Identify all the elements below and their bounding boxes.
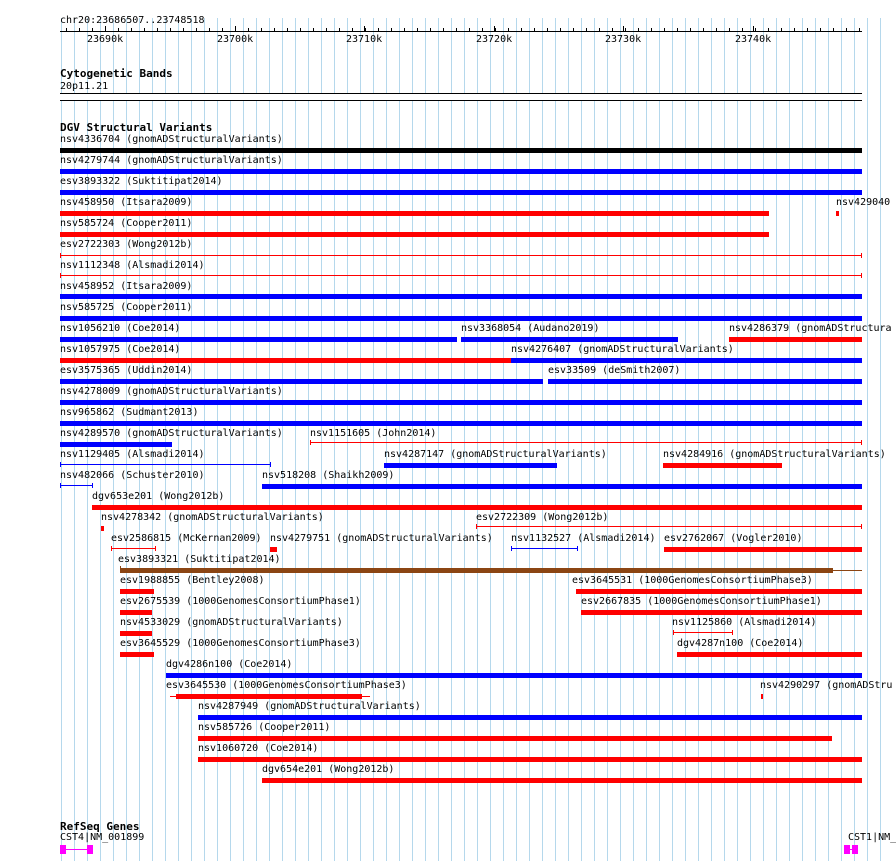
dgv-feature-bar[interactable] xyxy=(673,632,733,633)
grid-line xyxy=(698,18,699,861)
dgv-feature-label[interactable]: nsv458950 (Itsara2009) xyxy=(60,197,193,208)
ruler-minor-tick xyxy=(196,28,197,31)
ruler-minor-tick xyxy=(430,28,431,31)
cytoband-track-title[interactable]: Cytogenetic Bands xyxy=(60,67,173,80)
grid-line xyxy=(542,18,543,861)
dgv-feature-bar[interactable] xyxy=(60,358,511,363)
grid-line xyxy=(373,18,374,861)
dgv-feature-label[interactable]: nsv1129405 (Alsmadi2014) xyxy=(60,449,205,460)
dgv-feature-bar[interactable] xyxy=(60,255,862,256)
dgv-feature-label[interactable]: nsv585725 (Cooper2011) xyxy=(60,302,193,313)
ruler-minor-tick xyxy=(820,28,821,31)
ruler-minor-tick xyxy=(92,28,93,31)
dgv-feature-label[interactable]: esv1988855 (Bentley2008) xyxy=(120,575,265,586)
ruler-minor-tick xyxy=(482,28,483,31)
dgv-feature-bar[interactable] xyxy=(60,316,862,321)
dgv-feature-label[interactable]: esv3893322 (Suktitipat2014) xyxy=(60,176,223,187)
ruler-minor-tick xyxy=(339,28,340,31)
grid-line xyxy=(620,18,621,861)
dgv-feature-bar[interactable] xyxy=(92,505,862,510)
dgv-feature-bar[interactable] xyxy=(60,148,862,153)
dgv-feature-bar[interactable] xyxy=(729,337,862,342)
ruler-minor-tick xyxy=(209,28,210,31)
dgv-feature-bar[interactable] xyxy=(511,358,862,363)
dgv-feature-bar[interactable] xyxy=(60,421,862,426)
grid-line xyxy=(321,18,322,861)
grid-line xyxy=(464,18,465,861)
grid-line xyxy=(425,18,426,861)
ruler-minor-tick xyxy=(859,28,860,31)
ruler-minor-tick xyxy=(742,28,743,31)
refseq-gene-exon[interactable] xyxy=(852,845,858,854)
grid-line xyxy=(308,18,309,861)
ruler-minor-tick xyxy=(690,28,691,31)
dgv-feature-label[interactable]: nsv1132527 (Alsmadi2014) xyxy=(511,533,656,544)
dgv-feature-bar[interactable] xyxy=(262,778,862,783)
ruler-title: chr20:23686507..23748518 xyxy=(60,15,205,26)
ruler-minor-tick xyxy=(313,28,314,31)
grid-line xyxy=(451,18,452,861)
dgv-feature-bar[interactable] xyxy=(663,463,782,468)
ruler-minor-tick xyxy=(144,28,145,31)
dgv-feature-bar[interactable] xyxy=(270,547,277,552)
dgv-feature-bar[interactable] xyxy=(198,715,862,720)
ruler-minor-tick xyxy=(287,28,288,31)
grid-line xyxy=(477,18,478,861)
dgv-feature-detail xyxy=(831,570,862,571)
dgv-feature-bar[interactable] xyxy=(60,337,457,342)
dgv-feature-label[interactable]: nsv4287949 (gnomADStructuralVariants) xyxy=(198,701,421,712)
refseq-gene-exon[interactable] xyxy=(60,845,66,854)
dgv-feature-label[interactable]: dgv653e201 (Wong2012b) xyxy=(92,491,225,502)
ruler-tick-label: 23690k xyxy=(87,34,124,45)
dgv-feature-bar[interactable] xyxy=(60,232,769,237)
grid-line xyxy=(815,18,816,861)
grid-line xyxy=(334,18,335,861)
grid-line xyxy=(347,18,348,861)
dgv-feature-bar[interactable] xyxy=(576,589,862,594)
dgv-feature-bar[interactable] xyxy=(836,211,839,216)
ruler-minor-tick xyxy=(573,28,574,31)
dgv-feature-bar[interactable] xyxy=(262,484,862,489)
cytoband-ideogram[interactable] xyxy=(60,93,862,101)
dgv-feature-bar[interactable] xyxy=(60,190,862,195)
ruler-minor-tick xyxy=(625,28,626,31)
ruler-minor-tick xyxy=(469,28,470,31)
dgv-feature-bar[interactable] xyxy=(581,610,862,615)
dgv-feature-label[interactable]: esv3645529 (1000GenomesConsortiumPhase3) xyxy=(120,638,361,649)
grid-line xyxy=(503,18,504,861)
dgv-feature-bar[interactable] xyxy=(198,736,832,741)
grid-line xyxy=(646,18,647,861)
grid-line xyxy=(750,18,751,861)
grid-line xyxy=(763,18,764,861)
ruler-minor-tick xyxy=(833,28,834,31)
dgv-feature-label[interactable]: nsv4279751 (gnomADStructuralVariants) xyxy=(270,533,493,544)
ruler-minor-tick xyxy=(755,28,756,31)
dgv-feature-bar[interactable] xyxy=(166,673,862,678)
grid-line xyxy=(295,18,296,861)
dgv-feature-label[interactable]: esv2667835 (1000GenomesConsortiumPhase1) xyxy=(581,596,822,607)
ruler-tick-label: 23710k xyxy=(346,34,383,45)
dgv-feature-label[interactable]: esv3645531 (1000GenomesConsortiumPhase3) xyxy=(572,575,813,586)
grid-line xyxy=(581,18,582,861)
dgv-feature-label[interactable]: nsv4284916 (gnomADStructuralVariants) xyxy=(663,449,886,460)
dgv-feature-label[interactable]: esv2586815 (McKernan2009) xyxy=(111,533,262,544)
ruler-minor-tick xyxy=(651,28,652,31)
dgv-feature-label[interactable]: esv3575365 (Uddin2014) xyxy=(60,365,193,376)
grid-line xyxy=(594,18,595,861)
dgv-feature-bar[interactable] xyxy=(60,485,93,486)
dgv-feature-bar[interactable] xyxy=(120,631,152,636)
grid-line xyxy=(776,18,777,861)
dgv-feature-bar[interactable] xyxy=(761,694,763,699)
ruler-minor-tick xyxy=(157,28,158,31)
dgv-feature-bar[interactable] xyxy=(60,211,769,216)
dgv-feature-bar[interactable] xyxy=(461,337,678,342)
grid-line xyxy=(516,18,517,861)
ruler-minor-tick xyxy=(521,28,522,31)
ruler-minor-tick xyxy=(417,28,418,31)
dgv-feature-bar[interactable] xyxy=(664,547,862,552)
dgv-feature-label[interactable]: nsv4276407 (gnomADStructuralVariants) xyxy=(511,344,734,355)
dgv-feature-detail xyxy=(120,566,121,571)
ruler-minor-tick xyxy=(599,28,600,31)
ruler-minor-tick xyxy=(391,28,392,31)
ruler-tick-label: 23700k xyxy=(217,34,254,45)
dgv-feature-label[interactable]: nsv4278342 (gnomADStructuralVariants) xyxy=(101,512,324,523)
dgv-feature-label[interactable]: nsv1125860 (Alsmadi2014) xyxy=(672,617,817,628)
dgv-feature-label[interactable]: nsv1060720 (Coe2014) xyxy=(198,743,319,754)
dgv-feature-bar[interactable] xyxy=(120,610,152,615)
ruler-minor-tick xyxy=(612,28,613,31)
dgv-feature-label[interactable]: nsv482066 (Schuster2010) xyxy=(60,470,205,481)
grid-line xyxy=(490,18,491,861)
dgv-feature-bar[interactable] xyxy=(476,526,862,527)
grid-line xyxy=(607,18,608,861)
grid-line xyxy=(672,18,673,861)
dgv-feature-bar[interactable] xyxy=(60,294,862,299)
dgv-feature-label[interactable]: esv2762067 (Vogler2010) xyxy=(664,533,803,544)
refseq-gene-exon[interactable] xyxy=(844,845,850,854)
ruler-tick-label: 23740k xyxy=(735,34,772,45)
dgv-feature-label[interactable]: nsv3368054 (Audano2019) xyxy=(461,323,600,334)
dgv-feature-label[interactable]: dgv4287n100 (Coe2014) xyxy=(677,638,804,649)
ruler-minor-tick xyxy=(443,28,444,31)
ruler-minor-tick xyxy=(768,28,769,31)
ruler-minor-tick xyxy=(560,28,561,31)
dgv-feature-label[interactable]: nsv1112348 (Alsmadi2014) xyxy=(60,260,205,271)
dgv-feature-bar[interactable] xyxy=(677,652,862,657)
ruler-minor-tick xyxy=(807,28,808,31)
dgv-feature-label[interactable]: esv33509 (deSmith2007) xyxy=(548,365,681,376)
ruler-minor-tick xyxy=(846,28,847,31)
dgv-feature-label[interactable]: nsv1057975 (Coe2014) xyxy=(60,344,181,355)
ruler-minor-tick xyxy=(170,28,171,31)
dgv-feature-bar[interactable] xyxy=(384,463,557,468)
dgv-feature-bar[interactable] xyxy=(60,442,172,447)
grid-line xyxy=(828,18,829,861)
grid-line xyxy=(867,18,868,861)
dgv-feature-label[interactable]: nsv458952 (Itsara2009) xyxy=(60,281,193,292)
dgv-feature-bar[interactable] xyxy=(60,400,862,405)
grid-line xyxy=(711,18,712,861)
grid-line xyxy=(399,18,400,861)
ruler-minor-tick xyxy=(547,28,548,31)
ruler-minor-tick xyxy=(105,28,106,31)
dgv-feature-label[interactable]: nsv4287147 (gnomADStructuralVariants) xyxy=(384,449,607,460)
grid-line xyxy=(412,18,413,861)
grid-line xyxy=(438,18,439,861)
dgv-feature-bar[interactable] xyxy=(60,275,862,276)
dgv-feature-label[interactable]: nsv4290297 (gnomADStru xyxy=(760,680,893,691)
grid-line xyxy=(880,18,881,861)
dgv-feature-bar[interactable] xyxy=(511,548,578,549)
grid-line xyxy=(555,18,556,861)
ruler-tick xyxy=(623,26,624,32)
ruler-minor-tick xyxy=(404,28,405,31)
grid-line xyxy=(529,18,530,861)
ruler-minor-tick xyxy=(638,28,639,31)
ruler-minor-tick xyxy=(781,28,782,31)
ruler-minor-tick xyxy=(300,28,301,31)
dgv-feature-label[interactable]: nsv4289570 (gnomADStructuralVariants) xyxy=(60,428,283,439)
dgv-feature-label[interactable]: nsv4286379 (gnomADStructura xyxy=(729,323,892,334)
dgv-feature-label[interactable]: nsv1056210 (Coe2014) xyxy=(60,323,181,334)
dgv-feature-label[interactable]: nsv585724 (Cooper2011) xyxy=(60,218,193,229)
ruler-minor-tick xyxy=(378,28,379,31)
dgv-feature-label[interactable]: nsv518208 (Shaikh2009) xyxy=(262,470,395,481)
dgv-feature-label[interactable]: nsv4279744 (gnomADStructuralVariants) xyxy=(60,155,283,166)
grid-line xyxy=(737,18,738,861)
grid-line xyxy=(568,18,569,861)
dgv-feature-bar[interactable] xyxy=(310,442,862,443)
dgv-feature-bar[interactable] xyxy=(120,568,833,573)
grid-line xyxy=(360,18,361,861)
refseq-gene-exon[interactable] xyxy=(87,845,93,854)
ruler-minor-tick xyxy=(534,28,535,31)
grid-line xyxy=(659,18,660,861)
dgv-feature-bar[interactable] xyxy=(120,652,154,657)
refseq-gene-label[interactable]: CST4|NM_001899 xyxy=(60,832,145,843)
ruler-tick-label: 23720k xyxy=(476,34,513,45)
dgv-feature-bar[interactable] xyxy=(111,548,156,549)
dgv-feature-label[interactable]: esv2722309 (Wong2012b) xyxy=(476,512,609,523)
cytoband-name: 20p11.21 xyxy=(60,81,109,92)
dgv-feature-bar[interactable] xyxy=(120,589,154,594)
ruler-minor-tick xyxy=(365,28,366,31)
dgv-feature-label[interactable]: esv3893321 (Suktitipat2014) xyxy=(118,554,281,565)
grid-line xyxy=(789,18,790,861)
dgv-feature-label[interactable]: dgv4286n100 (Coe2014) xyxy=(166,659,293,670)
dgv-feature-label[interactable]: esv2675539 (1000GenomesConsortiumPhase1) xyxy=(120,596,361,607)
grid-line xyxy=(633,18,634,861)
dgv-feature-label[interactable]: esv3645530 (1000GenomesConsortiumPhase3) xyxy=(166,680,407,691)
ruler-minor-tick xyxy=(118,28,119,31)
dgv-feature-detail xyxy=(170,696,370,697)
refseq-track-title[interactable]: RefSeq Genes xyxy=(60,820,140,833)
dgv-feature-label[interactable]: nsv4533029 (gnomADStructuralVariants) xyxy=(120,617,343,628)
grid-line xyxy=(841,18,842,861)
ruler-minor-tick xyxy=(261,28,262,31)
dgv-feature-bar[interactable] xyxy=(60,464,271,465)
ruler-minor-tick xyxy=(352,28,353,31)
dgv-feature-label[interactable]: nsv965862 (Sudmant2013) xyxy=(60,407,199,418)
ruler-minor-tick xyxy=(794,28,795,31)
ruler-minor-tick xyxy=(326,28,327,31)
ruler-minor-tick xyxy=(664,28,665,31)
dgv-feature-label[interactable]: nsv429040 xyxy=(836,197,891,208)
dgv-feature-label[interactable]: nsv1151605 (John2014) xyxy=(310,428,437,439)
grid-line xyxy=(386,18,387,861)
ruler-minor-tick xyxy=(79,28,80,31)
dgv-feature-label[interactable]: nsv4278009 (gnomADStructuralVariants) xyxy=(60,386,283,397)
dgv-feature-bar[interactable] xyxy=(198,757,862,762)
dgv-feature-bar[interactable] xyxy=(60,169,862,174)
ruler-minor-tick xyxy=(677,28,678,31)
ruler-minor-tick xyxy=(456,28,457,31)
ruler-minor-tick xyxy=(586,28,587,31)
ruler-minor-tick xyxy=(131,28,132,31)
ruler-minor-tick xyxy=(274,28,275,31)
ruler-minor-tick xyxy=(703,28,704,31)
dgv-feature-label[interactable]: dgv654e201 (Wong2012b) xyxy=(262,764,395,775)
ruler-minor-tick xyxy=(495,28,496,31)
ruler-minor-tick xyxy=(66,28,67,31)
dgv-track-title[interactable]: DGV Structural Variants xyxy=(60,121,213,134)
dgv-feature-label[interactable]: nsv4336704 (gnomADStructuralVariants) xyxy=(60,134,283,145)
refseq-gene-label[interactable]: CST1|NM_ xyxy=(848,832,896,843)
grid-line xyxy=(685,18,686,861)
ruler-axis xyxy=(60,31,862,32)
grid-line xyxy=(802,18,803,861)
ruler-minor-tick xyxy=(729,28,730,31)
grid-line xyxy=(724,18,725,861)
ruler-minor-tick xyxy=(183,28,184,31)
grid-line xyxy=(854,18,855,861)
ruler-tick xyxy=(753,26,754,32)
ruler-minor-tick xyxy=(248,28,249,31)
ruler-minor-tick xyxy=(235,28,236,31)
dgv-feature-bar[interactable] xyxy=(60,379,543,384)
dgv-feature-bar[interactable] xyxy=(101,526,104,531)
dgv-feature-label[interactable]: nsv585726 (Cooper2011) xyxy=(198,722,331,733)
ruler-minor-tick xyxy=(508,28,509,31)
ruler-tick-label: 23730k xyxy=(605,34,642,45)
ruler-minor-tick xyxy=(716,28,717,31)
ruler-minor-tick xyxy=(222,28,223,31)
dgv-feature-bar[interactable] xyxy=(548,379,862,384)
dgv-feature-label[interactable]: esv2722303 (Wong2012b) xyxy=(60,239,193,250)
